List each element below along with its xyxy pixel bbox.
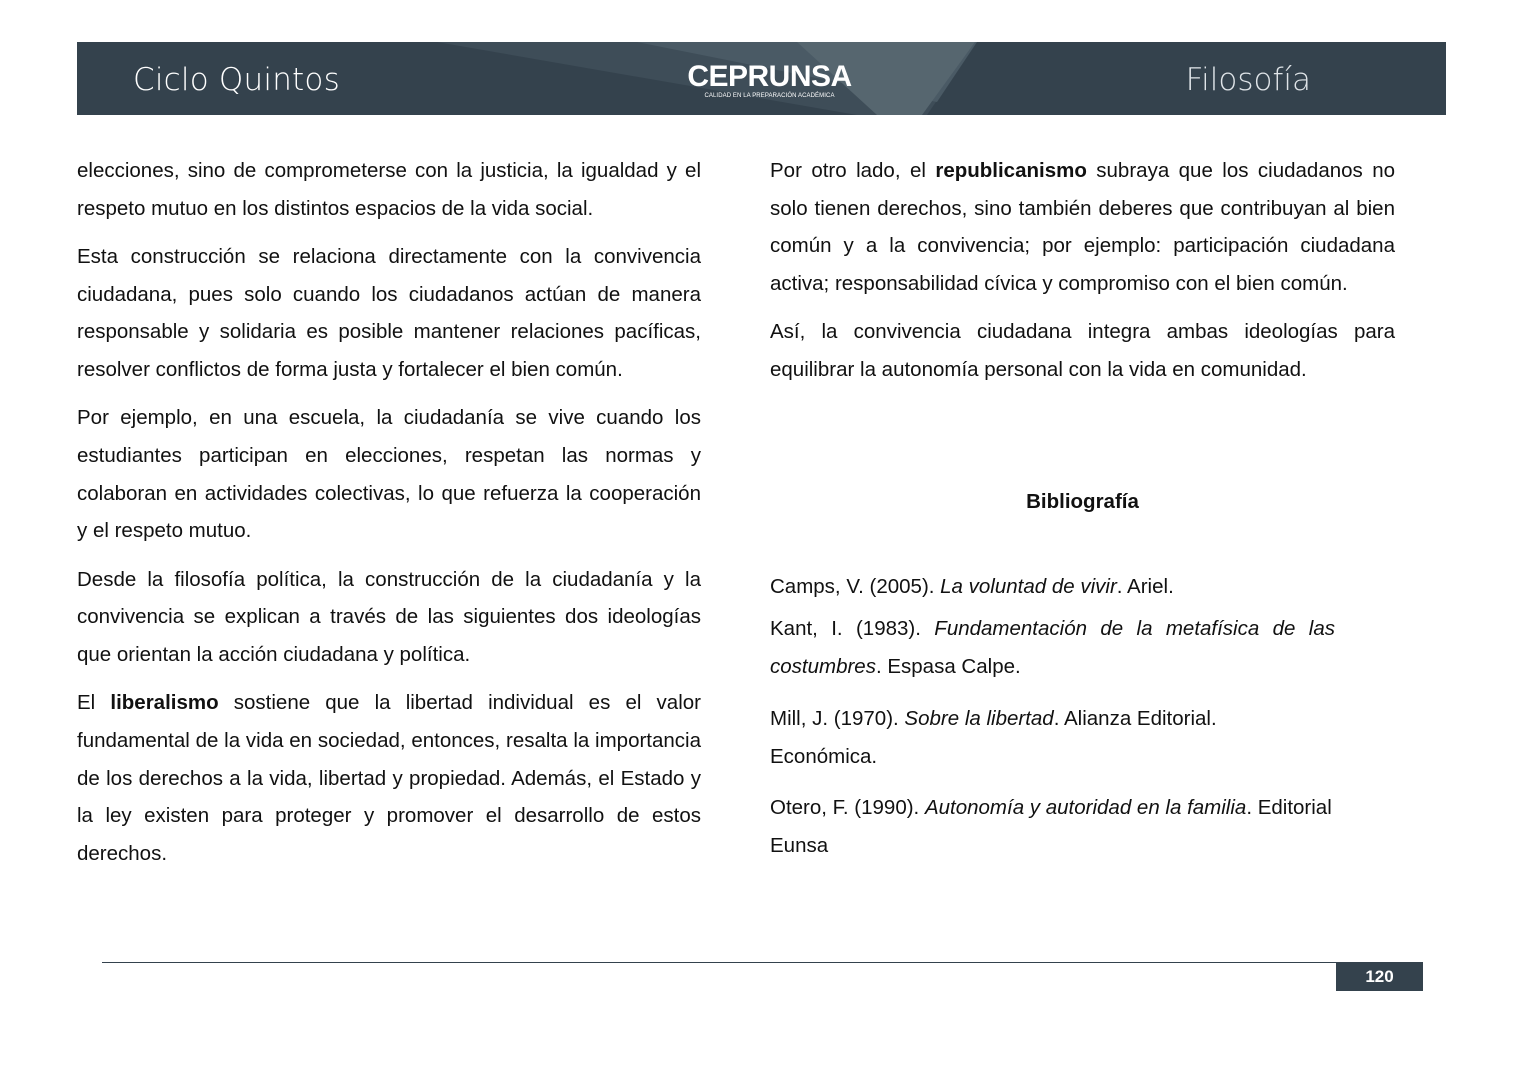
bibliography-entry: Mill, J. (1970). Sobre la libertad. Alianza Editorial. Económica.: [770, 707, 1217, 768]
paragraph: Así, la convivencia ciudadana integra ambas ideologías para equilibrar la autonomía personal con la vida en comunidad.: [770, 320, 1395, 382]
page-number-badge: 120: [1336, 963, 1423, 991]
subject-title: Filosofía: [1185, 62, 1311, 98]
left-text-column: [77, 152, 701, 883]
course-cycle-title: Ciclo Quintos: [133, 62, 340, 98]
paragraph: Desde la filosofía política, la construcción de la ciudadanía y la convivencia se explican a través de las siguientes dos ideologías que orientan la acción ciudadana y política.: [77, 567, 701, 666]
logo-wordmark: CEPRUNSA: [687, 60, 852, 93]
footer-divider: [102, 962, 1423, 963]
paragraph: Esta construcción se relaciona directamente con la convivencia ciudadana, pues solo cuando los ciudadanos actúan de manera responsable y solidaria es posible mantener relaciones pacíficas, resolver conflictos de forma justa y fortalecer el bien común.: [77, 244, 701, 382]
page-header: [77, 42, 1446, 115]
paragraph: Por ejemplo, en una escuela, la ciudadanía se vive cuando los estudiantes participan en elecciones, respetan las normas y colaboran en actividades colectivas, lo que refuerza la cooperación y el respeto mutuo.: [77, 406, 701, 543]
paragraph: elecciones, sino de comprometerse con la justicia, la igualdad y el respeto mutuo en los distintos espacios de la vida social.: [77, 159, 701, 220]
paragraph-republicanismo: Por otro lado, el republicanismo subraya que los ciudadanos no solo tienen derechos, sino también deberes que contribuyan al bien común y a la convivencia; por ejemplo: participación ciudadana activa; responsabilidad cívica y compromiso con el bien común.: [770, 159, 1395, 296]
term-liberalismo: liberalismo: [110, 691, 219, 715]
bibliography-entry: Camps, V. (2005). La voluntad de vivir. Ariel.: [770, 575, 1174, 598]
logo-tagline: CALIDAD EN LA PREPARACIÓN ACADÉMICA: [704, 93, 835, 99]
bibliography-entry: Kant, I. (1983). Fundamentación de la metafísica de las costumbres. Espasa Calpe.: [770, 617, 1335, 678]
right-text-column: [770, 152, 1395, 399]
bibliography-heading: Bibliografía: [1026, 490, 1139, 513]
paragraph-liberalismo: El liberalismo sostiene que la libertad individual es el valor fundamental de la vida en sociedad, entonces, resalta la importancia de los derechos a la vida, libertad y propiedad. Además, el Estado y la ley existen para proteger y promover el desarrollo de estos derechos.: [77, 691, 701, 865]
bibliography-entry: Otero, F. (1990). Autonomía y autoridad en la familia. Editorial Eunsa: [770, 796, 1332, 857]
ceprunsa-logo: [687, 62, 852, 100]
term-republicanismo: republicanismo: [935, 159, 1087, 182]
